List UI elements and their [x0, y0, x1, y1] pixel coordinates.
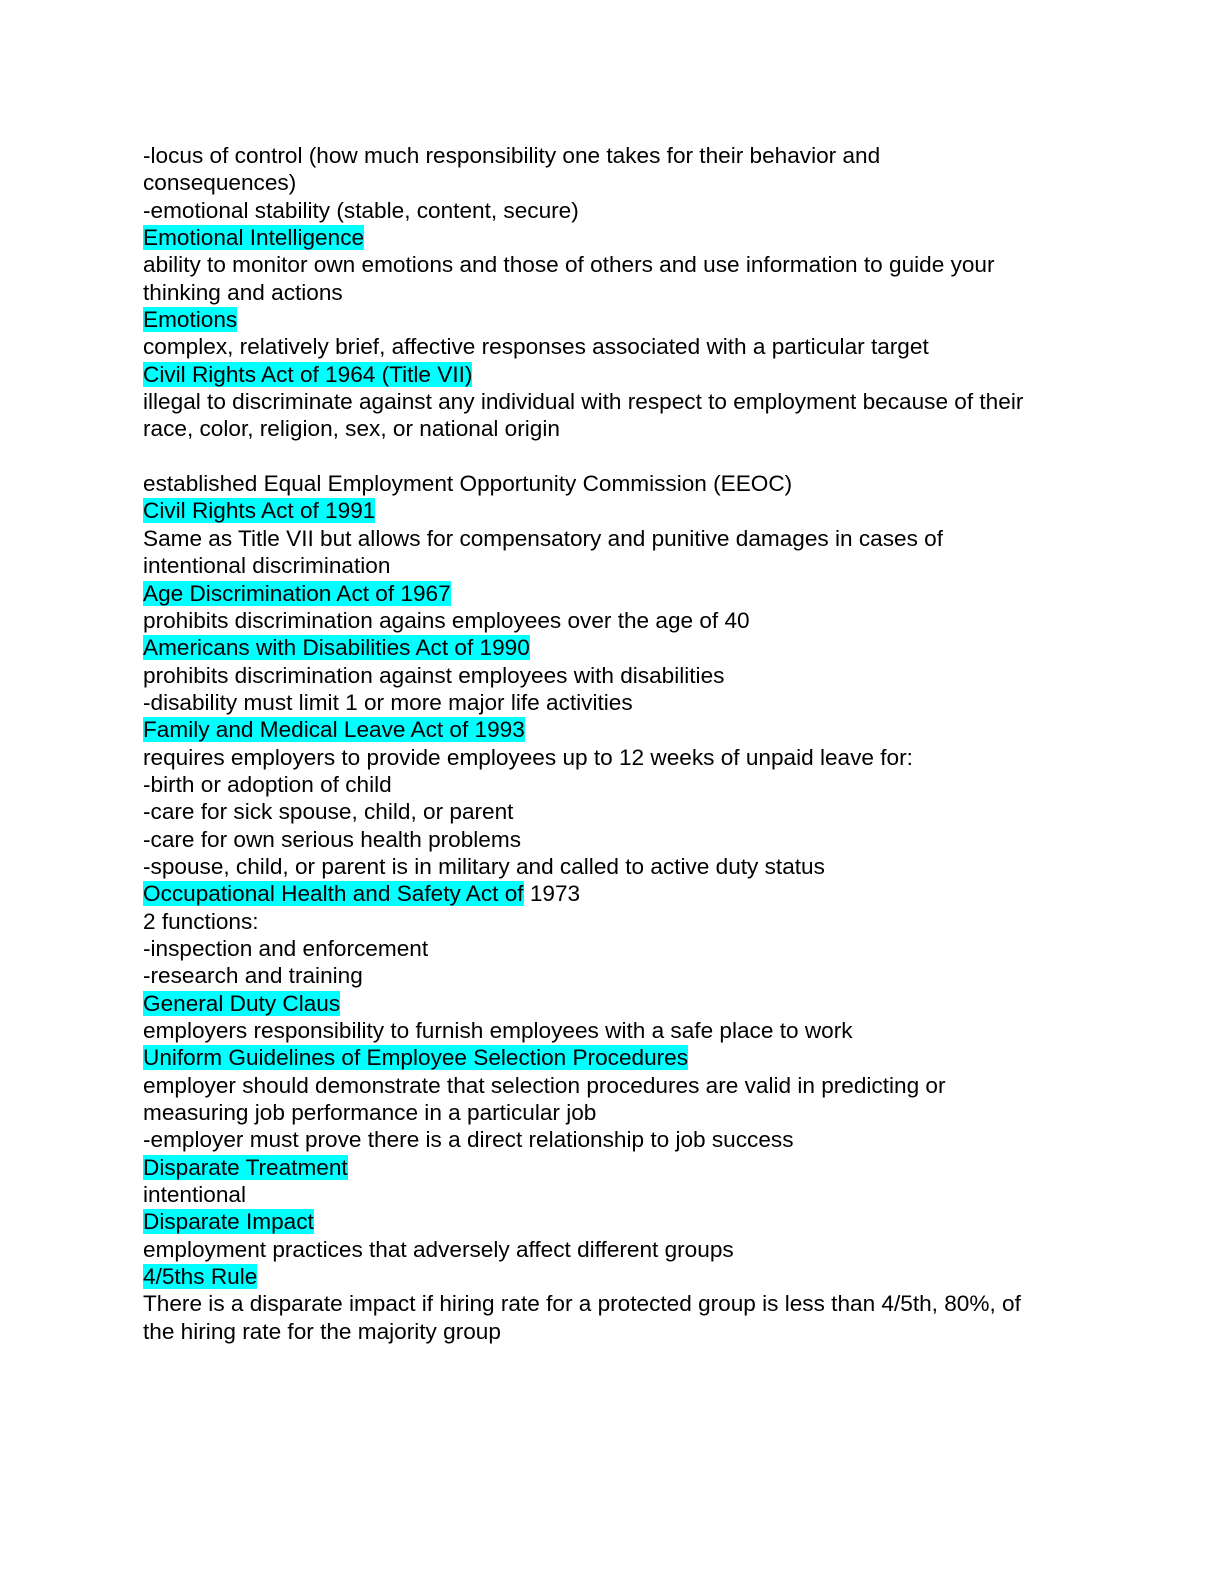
term-heading: [143, 1208, 1083, 1235]
highlighted-term: Age Discrimination Act of 1967: [143, 580, 451, 606]
text-line: race, color, religion, sex, or national origin: [143, 416, 560, 442]
term-heading: [143, 497, 1083, 524]
highlighted-term: Emotions: [143, 307, 238, 333]
text-line: There is a disparate impact if hiring rate for a protected group is less than 4/5th, 80%, of: [143, 1291, 1021, 1317]
text-line: consequences): [143, 170, 297, 196]
text-line: complex, relatively brief, affective responses associated with a particular target: [143, 334, 929, 360]
highlighted-term: Civil Rights Act of 1964 (Title VII): [143, 361, 473, 387]
term-heading: [143, 716, 1083, 743]
text-line: illegal to discriminate against any individual with respect to employment because of their: [143, 389, 1024, 415]
text-line: prohibits discrimination against employees with disabilities: [143, 662, 725, 688]
highlighted-term: Disparate Treatment: [143, 1154, 348, 1180]
text-line: -inspection and enforcement: [143, 935, 429, 961]
document-body: [143, 142, 1083, 1345]
term-heading: [143, 880, 1083, 907]
term-heading: [143, 1154, 1083, 1181]
highlighted-term: 4/5ths Rule: [143, 1264, 258, 1290]
text-line: -care for own serious health problems: [143, 826, 521, 852]
text-line: -employer must prove there is a direct relationship to job success: [143, 1127, 794, 1153]
text-line: intentional discrimination: [143, 553, 391, 579]
text-line: employment practices that adversely affect different groups: [143, 1236, 734, 1262]
text-line: -care for sick spouse, child, or parent: [143, 799, 514, 825]
highlighted-term: Emotional Intelligence: [143, 225, 365, 251]
text-line: -birth or adoption of child: [143, 771, 392, 797]
highlighted-term: Disparate Impact: [143, 1209, 314, 1235]
highlighted-term: Family and Medical Leave Act of 1993: [143, 717, 525, 743]
term-heading: [143, 634, 1083, 661]
text-line: requires employers to provide employees up to 12 weeks of unpaid leave for:: [143, 744, 913, 770]
text-line: Same as Title VII but allows for compensatory and punitive damages in cases of: [143, 525, 943, 551]
term-heading: [143, 1263, 1083, 1290]
highlighted-term: Uniform Guidelines of Employee Selection Procedures: [143, 1045, 689, 1071]
highlighted-term: Occupational Health and Safety Act of: [143, 881, 524, 907]
text-line: the hiring rate for the majority group: [143, 1318, 501, 1344]
term-heading: [143, 306, 1083, 333]
text-line: -locus of control (how much responsibility one takes for their behavior and: [143, 143, 881, 168]
highlighted-term: Civil Rights Act of 1991: [143, 498, 376, 524]
text-line: -disability must limit 1 or more major life activities: [143, 689, 633, 715]
term-heading: [143, 990, 1083, 1017]
text-line: employer should demonstrate that selection procedures are valid in predicting or: [143, 1072, 946, 1098]
text-line: -emotional stability (stable, content, secure): [143, 197, 579, 223]
text-line: 2 functions:: [143, 908, 259, 934]
term-heading: [143, 1044, 1083, 1071]
term-suffix: 1973: [523, 881, 581, 907]
blank-line: [143, 443, 1083, 470]
text-line: employers responsibility to furnish employees with a safe place to work: [143, 1018, 853, 1043]
term-heading: [143, 224, 1083, 251]
text-line: established Equal Employment Opportunity Commission (EEOC): [143, 471, 793, 497]
term-heading: [143, 580, 1083, 607]
text-line: prohibits discrimination agains employees over the age of 40: [143, 607, 750, 633]
text-line: measuring job performance in a particular job: [143, 1100, 597, 1126]
text-line: intentional: [143, 1182, 247, 1208]
term-heading: [143, 361, 1083, 388]
highlighted-term: Americans with Disabilities Act of 1990: [143, 635, 530, 661]
text-line: -spouse, child, or parent is in military and called to active duty status: [143, 853, 825, 879]
text-line: -research and training: [143, 963, 363, 989]
text-line: ability to monitor own emotions and those of others and use information to guide your: [143, 252, 995, 278]
text-line: thinking and actions: [143, 279, 343, 305]
highlighted-term: General Duty Claus: [143, 990, 341, 1016]
